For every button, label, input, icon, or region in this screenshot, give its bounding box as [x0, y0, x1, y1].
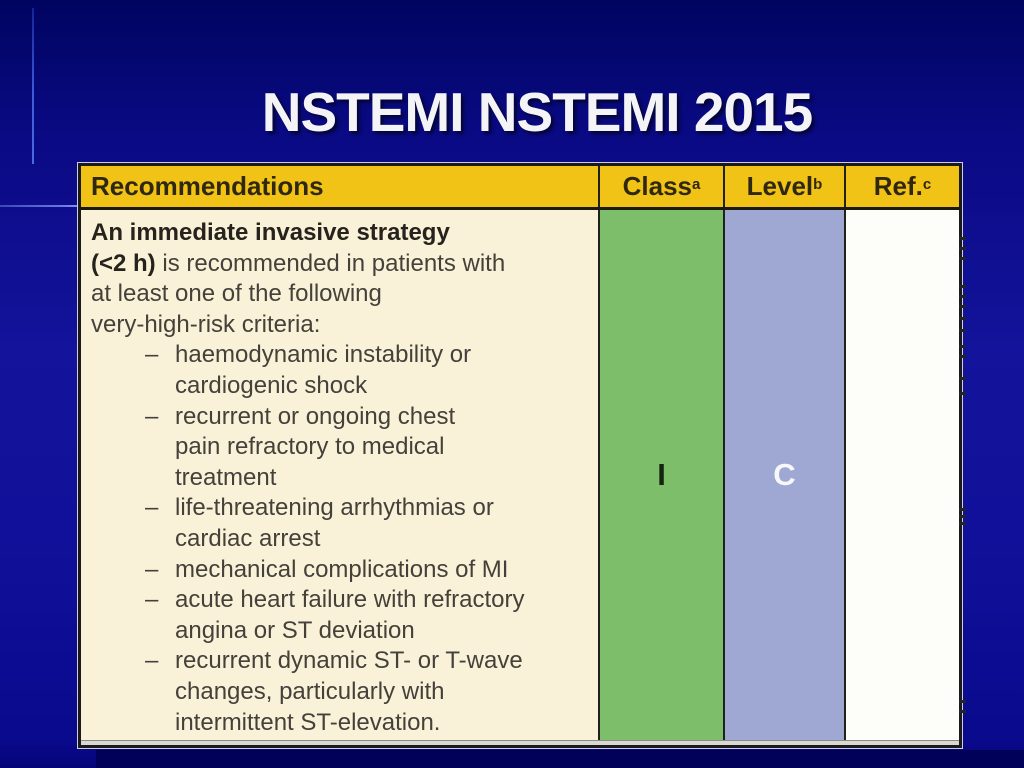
header-recommendations — [81, 166, 598, 207]
bullet-dash: – — [145, 402, 159, 430]
table-body-row — [81, 210, 959, 740]
recommendation-line: pain refractory to medical — [175, 433, 445, 461]
header-ref-sup: c — [922, 176, 932, 193]
recommendation-line: – life-threatening arrhythmias or — [81, 493, 598, 524]
cropped-ref-mark — [959, 508, 966, 511]
level-value: C — [773, 457, 796, 492]
cropped-ref-mark — [959, 710, 966, 713]
header-recommendations-label: Recommendations — [91, 171, 324, 201]
recommendation-line: cardiac arrest — [175, 524, 321, 552]
recommendation-line: intermittent ST-elevation. — [175, 708, 441, 736]
cropped-ref-mark — [959, 345, 966, 348]
ref-cell — [844, 210, 959, 740]
header-level-sup: b — [813, 176, 823, 193]
class-cell — [598, 210, 723, 740]
cropped-ref-mark — [959, 700, 966, 703]
header-ref-label: Ref. — [873, 171, 923, 201]
recommendation-line: at least one of the following — [91, 280, 382, 308]
cropped-ref-mark — [959, 392, 966, 395]
guideline-table — [78, 163, 962, 748]
cropped-ref-mark — [959, 305, 966, 308]
bullet-dash: – — [145, 647, 159, 675]
recommendation-line: treatment — [175, 463, 277, 491]
bullet-dash: – — [145, 555, 159, 583]
cropped-ref-mark — [959, 257, 966, 260]
recommendation-line: angina or ST deviation — [175, 616, 415, 644]
recommendation-line: – acute heart failure with refractory — [81, 585, 598, 616]
recommendation-line: An immediate invasive strategy — [91, 219, 450, 246]
header-class-sup: a — [692, 176, 701, 193]
horizontal-accent-line — [0, 205, 78, 207]
recommendation-line: cardiogenic shock — [175, 371, 368, 399]
cropped-ref-mark — [959, 247, 966, 250]
header-class-label: Class — [622, 171, 693, 201]
recommendation-line: very-high-risk criteria: — [91, 310, 321, 338]
header-level-label: Level — [746, 171, 814, 201]
cropped-ref-mark — [959, 355, 966, 358]
bullet-dash: – — [145, 341, 159, 369]
table-header-row — [81, 166, 959, 210]
recommendation-line: – recurrent dynamic ST- or T-wave — [81, 646, 598, 677]
header-ref — [844, 166, 959, 207]
cropped-ref-mark — [959, 237, 966, 240]
cropped-ref-mark — [959, 295, 966, 298]
bullet-dash: – — [145, 586, 159, 614]
cropped-ref-mark — [959, 515, 966, 518]
bottom-dark-band — [96, 750, 1024, 768]
recommendation-text — [81, 210, 598, 740]
table-bottom-scan-strip — [81, 740, 959, 745]
recommendation-line: – mechanical complications of MI — [81, 555, 598, 586]
recommendation-line: – recurrent or ongoing chest — [81, 402, 598, 433]
level-cell — [723, 210, 844, 740]
bullet-dash: – — [145, 494, 159, 522]
cropped-ref-mark — [959, 285, 966, 288]
cropped-ref-mark — [959, 377, 966, 380]
cropped-ref-mark — [959, 329, 966, 332]
recommendation-line: (<2 h) is recommended in patients with — [91, 249, 506, 277]
class-value: I — [657, 457, 666, 492]
recommendation-line: – haemodynamic instability or — [81, 340, 598, 371]
cropped-ref-mark — [959, 317, 966, 320]
recommendation-line: changes, particularly with — [175, 677, 445, 705]
header-level — [723, 166, 844, 207]
cropped-ref-mark — [959, 522, 966, 525]
header-class — [598, 166, 723, 207]
slide-title: NSTEMI NSTEMI 2015 — [261, 81, 813, 143]
